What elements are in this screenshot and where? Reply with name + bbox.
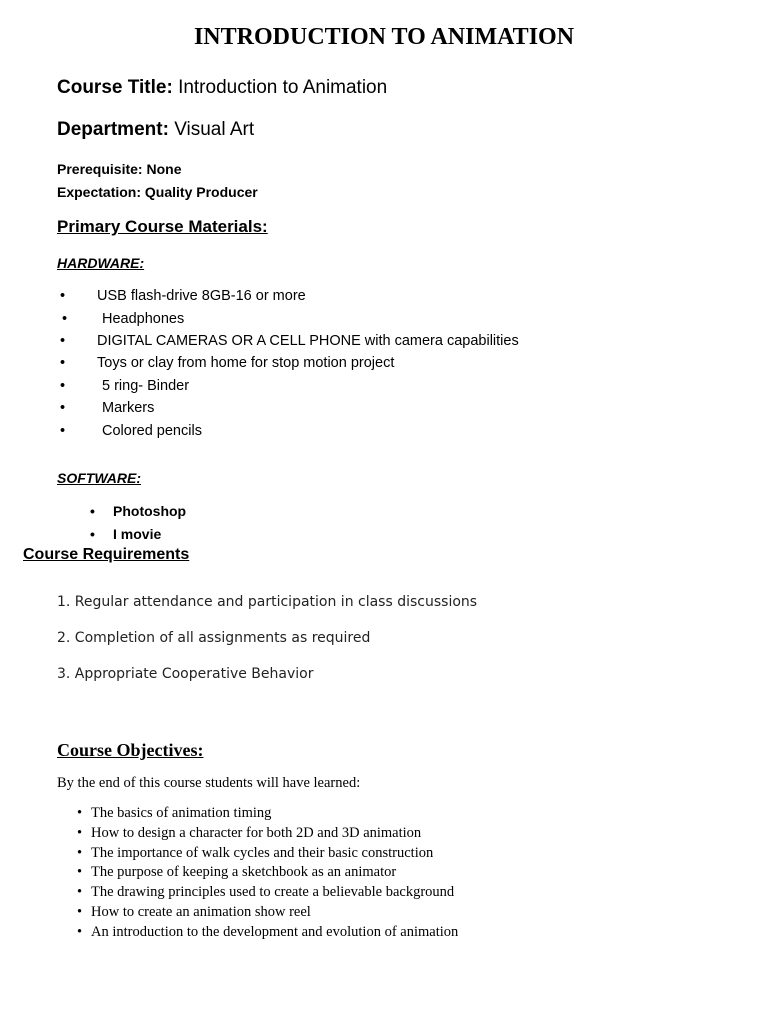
bullet-icon: •: [77, 825, 83, 841]
software-item-text: Photoshop: [113, 503, 187, 519]
objective-item-text: How to create an animation show reel: [91, 904, 311, 920]
hardware-item-text: Markers: [102, 400, 155, 416]
bullet-icon: •: [60, 288, 66, 304]
objective-item-text: An introduction to the development and evolution of animation: [91, 924, 459, 940]
bullet-icon: •: [60, 423, 66, 439]
hardware-item-text: Headphones: [102, 311, 185, 327]
bullet-icon: •: [90, 526, 95, 542]
bullet-icon: •: [60, 355, 66, 371]
bullet-icon: •: [77, 845, 83, 861]
hardware-item-text: Toys or clay from home for stop motion project: [97, 355, 395, 371]
document-title: INTRODUCTION TO ANIMATION: [193, 24, 575, 50]
requirement-item: 3. Appropriate Cooperative Behavior: [57, 666, 314, 682]
course-title-line: [57, 77, 387, 99]
bullet-icon: •: [60, 400, 66, 416]
objective-item-text: The purpose of keeping a sketchbook as an animator: [91, 864, 397, 880]
hardware-item-text: 5 ring- Binder: [102, 378, 190, 394]
materials-heading: Primary Course Materials:: [57, 217, 268, 236]
bullet-icon: •: [77, 864, 83, 880]
hardware-item-text: USB flash-drive 8GB-16 or more: [97, 288, 306, 304]
bullet-icon: •: [60, 333, 66, 349]
prerequisite-line: Prerequisite: None: [57, 161, 182, 177]
requirements-heading: Course Requirements: [23, 546, 190, 563]
bullet-icon: •: [90, 503, 95, 519]
bullet-icon: •: [60, 378, 66, 394]
hardware-item-text: Colored pencils: [102, 423, 202, 439]
bullet-icon: •: [62, 311, 68, 327]
course-title-value: Introduction to Animation: [178, 77, 388, 98]
department-value: Visual Art: [174, 119, 255, 140]
objective-item-text: The drawing principles used to create a believable background: [91, 884, 455, 900]
bullet-icon: •: [77, 884, 83, 900]
department-label: Department:: [57, 119, 169, 140]
bullet-icon: •: [77, 924, 83, 940]
objective-item-text: The importance of walk cycles and their basic construction: [91, 845, 434, 861]
requirement-item: 1. Regular attendance and participation in class discussions: [57, 594, 478, 610]
bullet-icon: •: [77, 805, 83, 821]
bullet-icon: •: [77, 904, 83, 920]
hardware-item-text: DIGITAL CAMERAS OR A CELL PHONE with camera capabilities: [97, 333, 519, 349]
software-heading: SOFTWARE:: [57, 470, 141, 486]
hardware-heading: HARDWARE:: [57, 255, 145, 271]
objective-item-text: How to design a character for both 2D and 3D animation: [91, 825, 422, 841]
objectives-heading: Course Objectives:: [57, 740, 204, 760]
course-title-label: Course Title:: [57, 77, 173, 98]
software-item-text: I movie: [113, 526, 162, 542]
department-line: [57, 119, 254, 141]
objective-item-text: The basics of animation timing: [91, 805, 272, 821]
objectives-intro: By the end of this course students will have learned:: [57, 775, 361, 791]
requirement-item: 2. Completion of all assignments as required: [57, 630, 371, 646]
expectation-line: Expectation: Quality Producer: [57, 184, 258, 200]
